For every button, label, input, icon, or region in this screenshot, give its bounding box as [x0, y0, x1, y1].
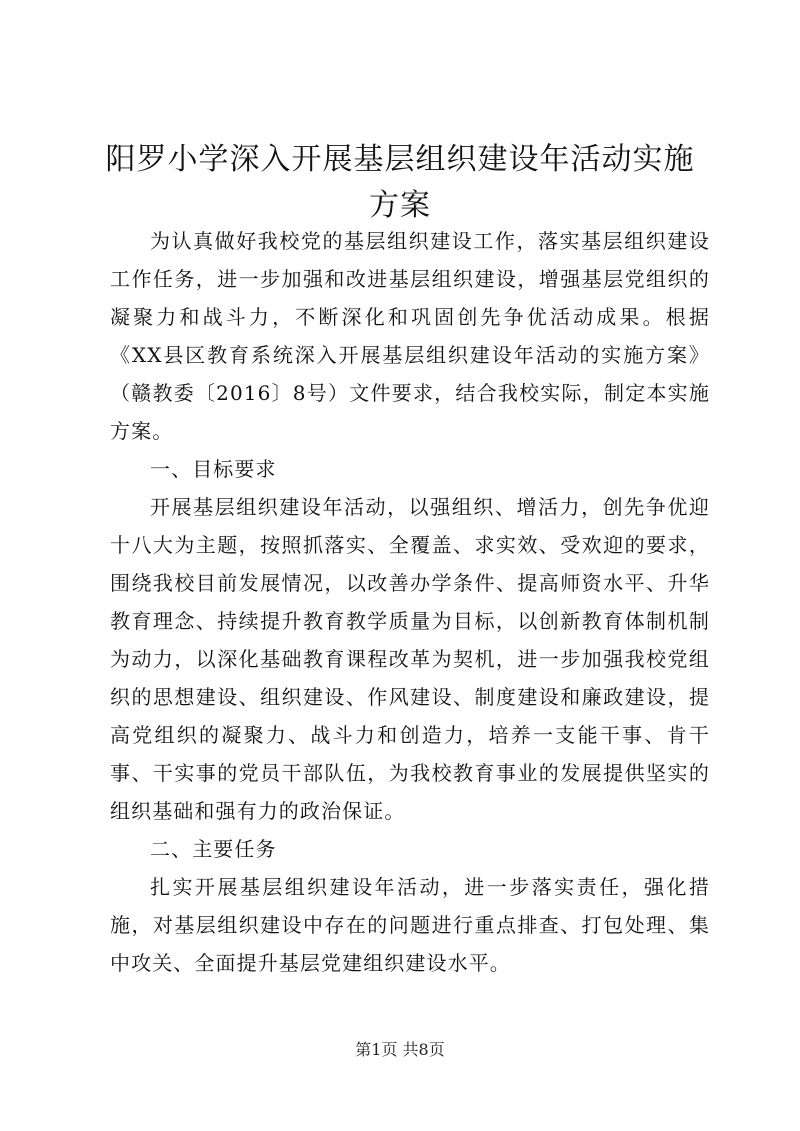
intro-paragraph: 为认真做好我校党的基层组织建设工作，落实基层组织建设工作任务，进一步加强和改进基层组织建设，增强基层党组织的凝聚力和战斗力，不断深化和巩固创先争优活动成果。根据《XX县区教育系统深入开展基层组织建设年活动的实施方案》（赣教委〔2016〕8号）文件要求，结合我校实际，制定本实施方案。 [110, 229, 710, 443]
section-text-goals: 开展基层组织建设年活动，以强组织、增活力，创先争优迎十八大为主题，按照抓落实、全覆盖、求实效、受欢迎的要求，围绕我校目前发展情况，以改善办学条件、提高师资水平、升华教育理念、持续提升教育教学质量为目标，以创新教育体制机制为动力，以深化基础教育课程改革为契机，进一步加强我校党组织的思想建设、组织建设、作风建设、制度建设和廉政建设，提高党组织的凝聚力、战斗力和创造力，培养一支能干事、肯干事、干实事的党员干部队伍，为我校教育事业的发展提供坚实的组织基础和强有力的政治保证。 [110, 495, 710, 823]
section-heading-goals: 一、目标要求 [150, 457, 277, 481]
section-heading-tasks: 二、主要任务 [150, 837, 277, 861]
section-text-tasks: 扎实开展基层组织建设年活动，进一步落实责任，强化措施，对基层组织建设中存在的问题进行重点排查、打包处理、集中攻关、全面提升基层党建组织建设水平。 [110, 875, 710, 975]
page-number-footer: 第1页 共8页 [355, 1040, 445, 1059]
document-body [110, 222, 710, 982]
document-title: 阳罗小学深入开展基层组织建设年活动实施方案 [105, 142, 695, 223]
